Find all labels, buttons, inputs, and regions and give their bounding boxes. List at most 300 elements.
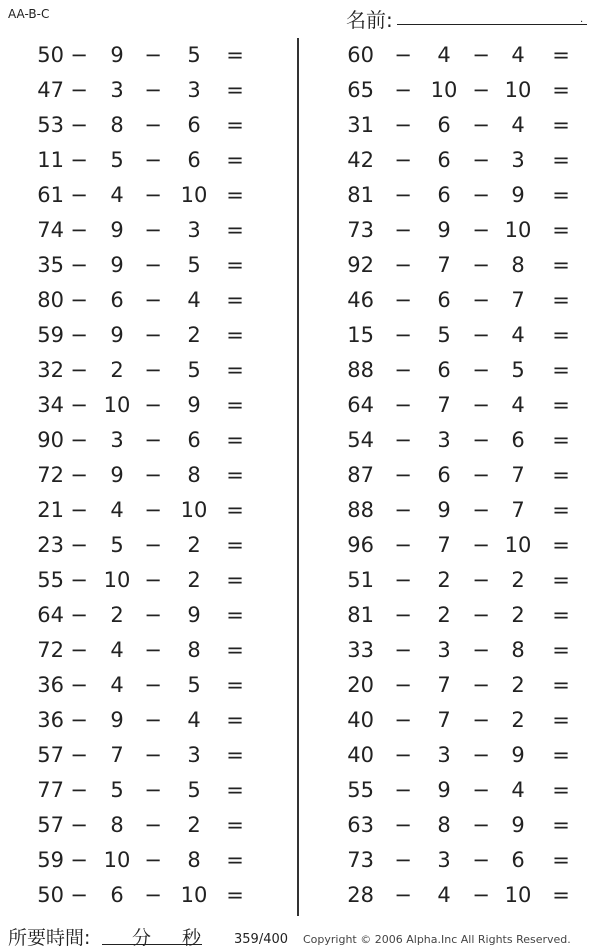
equals-sign: =: [226, 778, 244, 802]
first-number: 72: [37, 463, 64, 487]
problem-row: [326, 38, 600, 73]
problem-row: [0, 353, 280, 388]
second-number: 9: [110, 323, 124, 347]
minus-sign: −: [70, 498, 88, 522]
equals-sign: =: [226, 148, 244, 172]
problem-row: [326, 598, 600, 633]
equals-sign: =: [552, 463, 570, 487]
minus-sign: −: [394, 603, 412, 627]
minus-sign: −: [144, 428, 162, 452]
problem-row: [326, 73, 600, 108]
third-number: 2: [187, 813, 201, 837]
minus-sign: −: [70, 883, 88, 907]
third-number: 5: [187, 358, 201, 382]
second-number: 9: [437, 218, 451, 242]
minus-sign: −: [472, 463, 490, 487]
minus-sign: −: [70, 218, 88, 242]
problem-row: [0, 73, 280, 108]
minus-sign: −: [472, 533, 490, 557]
first-number: 40: [347, 708, 374, 732]
third-number: 8: [187, 638, 201, 662]
minutes-label: 分: [132, 927, 152, 949]
minus-sign: −: [70, 323, 88, 347]
minus-sign: −: [472, 288, 490, 312]
second-number: 4: [110, 638, 124, 662]
second-number: 10: [103, 568, 131, 592]
minus-sign: −: [394, 393, 412, 417]
minus-sign: −: [472, 148, 490, 172]
minus-sign: −: [394, 743, 412, 767]
minus-sign: −: [472, 78, 490, 102]
equals-sign: =: [552, 78, 570, 102]
equals-sign: =: [552, 183, 570, 207]
minus-sign: −: [70, 463, 88, 487]
third-number: 10: [504, 883, 532, 907]
equals-sign: =: [552, 498, 570, 522]
third-number: 2: [511, 603, 525, 627]
equals-sign: =: [226, 288, 244, 312]
seconds-label: 秒: [182, 927, 202, 949]
equals-sign: =: [552, 813, 570, 837]
equals-sign: =: [226, 743, 244, 767]
minus-sign: −: [70, 393, 88, 417]
minus-sign: −: [472, 323, 490, 347]
third-number: 4: [511, 113, 525, 137]
equals-sign: =: [226, 323, 244, 347]
minus-sign: −: [394, 778, 412, 802]
first-number: 81: [347, 183, 374, 207]
third-number: 10: [180, 498, 208, 522]
minus-sign: −: [394, 463, 412, 487]
problem-row: [326, 423, 600, 458]
second-number: 9: [110, 708, 124, 732]
equals-sign: =: [226, 218, 244, 242]
third-number: 8: [511, 638, 525, 662]
minus-sign: −: [144, 708, 162, 732]
first-number: 96: [347, 533, 374, 557]
equals-sign: =: [226, 673, 244, 697]
third-number: 7: [511, 498, 525, 522]
third-number: 10: [504, 218, 532, 242]
third-number: 9: [187, 393, 201, 417]
problem-row: [326, 143, 600, 178]
minus-sign: −: [70, 358, 88, 382]
third-number: 4: [511, 393, 525, 417]
minus-sign: −: [144, 253, 162, 277]
problem-row: [326, 388, 600, 423]
minus-sign: −: [70, 428, 88, 452]
problem-row: [0, 248, 280, 283]
second-number: 7: [437, 708, 451, 732]
problem-row: [0, 143, 280, 178]
first-number: 23: [37, 533, 64, 557]
equals-sign: =: [552, 883, 570, 907]
equals-sign: =: [552, 568, 570, 592]
problem-row: [0, 178, 280, 213]
name-label: 名前:: [346, 8, 393, 32]
third-number: 6: [187, 428, 201, 452]
second-number: 3: [110, 78, 124, 102]
third-number: 9: [187, 603, 201, 627]
right-problem-column: [326, 38, 600, 913]
minus-sign: −: [144, 463, 162, 487]
first-number: 80: [37, 288, 64, 312]
minus-sign: −: [144, 288, 162, 312]
equals-sign: =: [226, 358, 244, 382]
problem-row: [326, 283, 600, 318]
equals-sign: =: [226, 848, 244, 872]
problem-row: [326, 353, 600, 388]
second-number: 5: [110, 148, 124, 172]
third-number: 8: [511, 253, 525, 277]
second-number: 10: [103, 393, 131, 417]
third-number: 7: [511, 463, 525, 487]
minus-sign: −: [472, 428, 490, 452]
second-number: 6: [437, 288, 451, 312]
first-number: 32: [37, 358, 64, 382]
minus-sign: −: [472, 253, 490, 277]
minus-sign: −: [144, 568, 162, 592]
equals-sign: =: [552, 778, 570, 802]
first-number: 47: [37, 78, 64, 102]
second-number: 8: [437, 813, 451, 837]
third-number: 5: [511, 358, 525, 382]
minus-sign: −: [144, 323, 162, 347]
minus-sign: −: [394, 813, 412, 837]
first-number: 59: [37, 848, 64, 872]
equals-sign: =: [226, 533, 244, 557]
equals-sign: =: [552, 358, 570, 382]
equals-sign: =: [552, 428, 570, 452]
minus-sign: −: [472, 568, 490, 592]
equals-sign: =: [552, 113, 570, 137]
minus-sign: −: [394, 43, 412, 67]
minus-sign: −: [70, 253, 88, 277]
second-number: 7: [437, 253, 451, 277]
third-number: 5: [187, 778, 201, 802]
problem-row: [326, 178, 600, 213]
minus-sign: −: [394, 428, 412, 452]
first-number: 35: [37, 253, 64, 277]
second-number: 4: [437, 43, 451, 67]
minus-sign: −: [70, 638, 88, 662]
second-number: 2: [437, 603, 451, 627]
minus-sign: −: [472, 638, 490, 662]
minus-sign: −: [144, 183, 162, 207]
first-number: 88: [347, 358, 374, 382]
minus-sign: −: [144, 743, 162, 767]
first-number: 73: [347, 848, 374, 872]
third-number: 6: [511, 848, 525, 872]
first-number: 36: [37, 673, 64, 697]
equals-sign: =: [226, 883, 244, 907]
first-number: 55: [347, 778, 374, 802]
first-number: 34: [37, 393, 64, 417]
second-number: 7: [437, 673, 451, 697]
second-number: 9: [437, 778, 451, 802]
minus-sign: −: [394, 708, 412, 732]
first-number: 90: [37, 428, 64, 452]
problem-row: [326, 528, 600, 563]
minus-sign: −: [70, 533, 88, 557]
minus-sign: −: [472, 43, 490, 67]
second-number: 4: [437, 883, 451, 907]
minus-sign: −: [144, 358, 162, 382]
minus-sign: −: [472, 883, 490, 907]
second-number: 2: [437, 568, 451, 592]
minus-sign: −: [70, 673, 88, 697]
equals-sign: =: [552, 43, 570, 67]
third-number: 2: [187, 533, 201, 557]
third-number: 4: [511, 43, 525, 67]
problem-row: [326, 493, 600, 528]
first-number: 60: [347, 43, 374, 67]
third-number: 8: [187, 463, 201, 487]
third-number: 3: [187, 743, 201, 767]
minus-sign: −: [144, 778, 162, 802]
problem-row: [0, 563, 280, 598]
equals-sign: =: [226, 638, 244, 662]
problem-row: [0, 528, 280, 563]
equals-sign: =: [552, 533, 570, 557]
third-number: 9: [511, 183, 525, 207]
equals-sign: =: [552, 673, 570, 697]
first-number: 87: [347, 463, 374, 487]
minus-sign: −: [394, 673, 412, 697]
third-number: 6: [187, 148, 201, 172]
first-number: 33: [347, 638, 374, 662]
problem-row: [0, 283, 280, 318]
second-number: 8: [110, 813, 124, 837]
minus-sign: −: [394, 358, 412, 382]
third-number: 9: [511, 813, 525, 837]
first-number: 31: [347, 113, 374, 137]
first-number: 51: [347, 568, 374, 592]
equals-sign: =: [226, 78, 244, 102]
problem-row: [0, 38, 280, 73]
third-number: 4: [187, 708, 201, 732]
problem-row: [326, 318, 600, 353]
second-number: 7: [437, 393, 451, 417]
name-line: [397, 24, 587, 25]
minus-sign: −: [472, 743, 490, 767]
minus-sign: −: [394, 183, 412, 207]
second-number: 6: [437, 113, 451, 137]
first-number: 72: [37, 638, 64, 662]
second-number: 9: [110, 43, 124, 67]
minus-sign: −: [144, 848, 162, 872]
first-number: 65: [347, 78, 374, 102]
second-number: 8: [110, 113, 124, 137]
first-number: 50: [37, 43, 64, 67]
first-number: 77: [37, 778, 64, 802]
minus-sign: −: [70, 43, 88, 67]
column-divider: [297, 38, 299, 916]
problem-row: [0, 388, 280, 423]
third-number: 3: [187, 78, 201, 102]
third-number: 5: [187, 673, 201, 697]
equals-sign: =: [552, 148, 570, 172]
minus-sign: −: [70, 743, 88, 767]
third-number: 6: [511, 428, 525, 452]
problem-row: [326, 458, 600, 493]
problem-row: [0, 108, 280, 143]
equals-sign: =: [226, 428, 244, 452]
first-number: 64: [37, 603, 64, 627]
minus-sign: −: [472, 183, 490, 207]
problem-row: [0, 878, 280, 913]
first-number: 88: [347, 498, 374, 522]
second-number: 4: [110, 183, 124, 207]
second-number: 5: [110, 778, 124, 802]
equals-sign: =: [226, 603, 244, 627]
minus-sign: −: [472, 498, 490, 522]
equals-sign: =: [552, 218, 570, 242]
third-number: 3: [187, 218, 201, 242]
first-number: 61: [37, 183, 64, 207]
second-number: 3: [437, 428, 451, 452]
minus-sign: −: [394, 288, 412, 312]
second-number: 6: [437, 463, 451, 487]
minus-sign: −: [472, 218, 490, 242]
first-number: 63: [347, 813, 374, 837]
minus-sign: −: [394, 568, 412, 592]
third-number: 4: [511, 323, 525, 347]
problem-row: [0, 843, 280, 878]
third-number: 2: [187, 568, 201, 592]
third-number: 4: [187, 288, 201, 312]
first-number: 28: [347, 883, 374, 907]
third-number: 6: [187, 113, 201, 137]
second-number: 9: [110, 463, 124, 487]
minus-sign: −: [394, 253, 412, 277]
equals-sign: =: [226, 708, 244, 732]
first-number: 20: [347, 673, 374, 697]
problem-row: [326, 108, 600, 143]
third-number: 7: [511, 288, 525, 312]
third-number: 5: [187, 253, 201, 277]
minus-sign: −: [394, 323, 412, 347]
minus-sign: −: [472, 113, 490, 137]
minus-sign: −: [144, 498, 162, 522]
equals-sign: =: [226, 43, 244, 67]
second-number: 7: [437, 533, 451, 557]
first-number: 64: [347, 393, 374, 417]
minus-sign: −: [70, 568, 88, 592]
minus-sign: −: [144, 883, 162, 907]
problem-row: [0, 318, 280, 353]
copyright-text: Copyright © 2006 Alpha.Inc All Rights Reserved.: [303, 933, 571, 946]
minus-sign: −: [70, 113, 88, 137]
problem-row: [326, 633, 600, 668]
second-number: 6: [437, 358, 451, 382]
second-number: 6: [437, 148, 451, 172]
problem-row: [0, 213, 280, 248]
second-number: 3: [437, 638, 451, 662]
minus-sign: −: [144, 603, 162, 627]
equals-sign: =: [552, 323, 570, 347]
problem-row: [326, 563, 600, 598]
minus-sign: −: [144, 113, 162, 137]
second-number: 9: [110, 253, 124, 277]
third-number: 2: [187, 323, 201, 347]
problem-row: [0, 493, 280, 528]
third-number: 4: [511, 778, 525, 802]
minus-sign: −: [472, 778, 490, 802]
second-number: 3: [110, 428, 124, 452]
minus-sign: −: [472, 358, 490, 382]
second-number: 10: [430, 78, 458, 102]
third-number: 5: [187, 43, 201, 67]
first-number: 50: [37, 883, 64, 907]
third-number: 10: [180, 183, 208, 207]
first-number: 73: [347, 218, 374, 242]
equals-sign: =: [226, 813, 244, 837]
minus-sign: −: [394, 883, 412, 907]
equals-sign: =: [552, 603, 570, 627]
minus-sign: −: [394, 218, 412, 242]
minus-sign: −: [70, 78, 88, 102]
third-number: 2: [511, 568, 525, 592]
first-number: 92: [347, 253, 374, 277]
problem-row: [326, 738, 600, 773]
equals-sign: =: [226, 183, 244, 207]
equals-sign: =: [552, 288, 570, 312]
minus-sign: −: [70, 603, 88, 627]
problem-row: [326, 213, 600, 248]
first-number: 53: [37, 113, 64, 137]
problem-row: [0, 738, 280, 773]
problem-row: [326, 773, 600, 808]
equals-sign: =: [552, 638, 570, 662]
equals-sign: =: [552, 848, 570, 872]
third-number: 2: [511, 673, 525, 697]
minus-sign: −: [144, 813, 162, 837]
first-number: 40: [347, 743, 374, 767]
first-number: 55: [37, 568, 64, 592]
problem-row: [0, 598, 280, 633]
second-number: 5: [437, 323, 451, 347]
problem-row: [0, 633, 280, 668]
minus-sign: −: [394, 498, 412, 522]
minus-sign: −: [472, 813, 490, 837]
second-number: 3: [437, 743, 451, 767]
first-number: 36: [37, 708, 64, 732]
minus-sign: −: [144, 78, 162, 102]
minus-sign: −: [394, 848, 412, 872]
minus-sign: −: [144, 533, 162, 557]
third-number: 8: [187, 848, 201, 872]
problem-row: [0, 458, 280, 493]
minus-sign: −: [394, 78, 412, 102]
second-number: 5: [110, 533, 124, 557]
minus-sign: −: [144, 638, 162, 662]
problem-row: [0, 703, 280, 738]
equals-sign: =: [552, 708, 570, 732]
minus-sign: −: [70, 183, 88, 207]
problem-row: [326, 248, 600, 283]
minus-sign: −: [394, 638, 412, 662]
equals-sign: =: [552, 393, 570, 417]
minus-sign: −: [70, 708, 88, 732]
third-number: 10: [180, 883, 208, 907]
first-number: 42: [347, 148, 374, 172]
first-number: 11: [37, 148, 64, 172]
minus-sign: −: [144, 393, 162, 417]
third-number: 2: [511, 708, 525, 732]
minus-sign: −: [472, 848, 490, 872]
second-number: 2: [110, 358, 124, 382]
